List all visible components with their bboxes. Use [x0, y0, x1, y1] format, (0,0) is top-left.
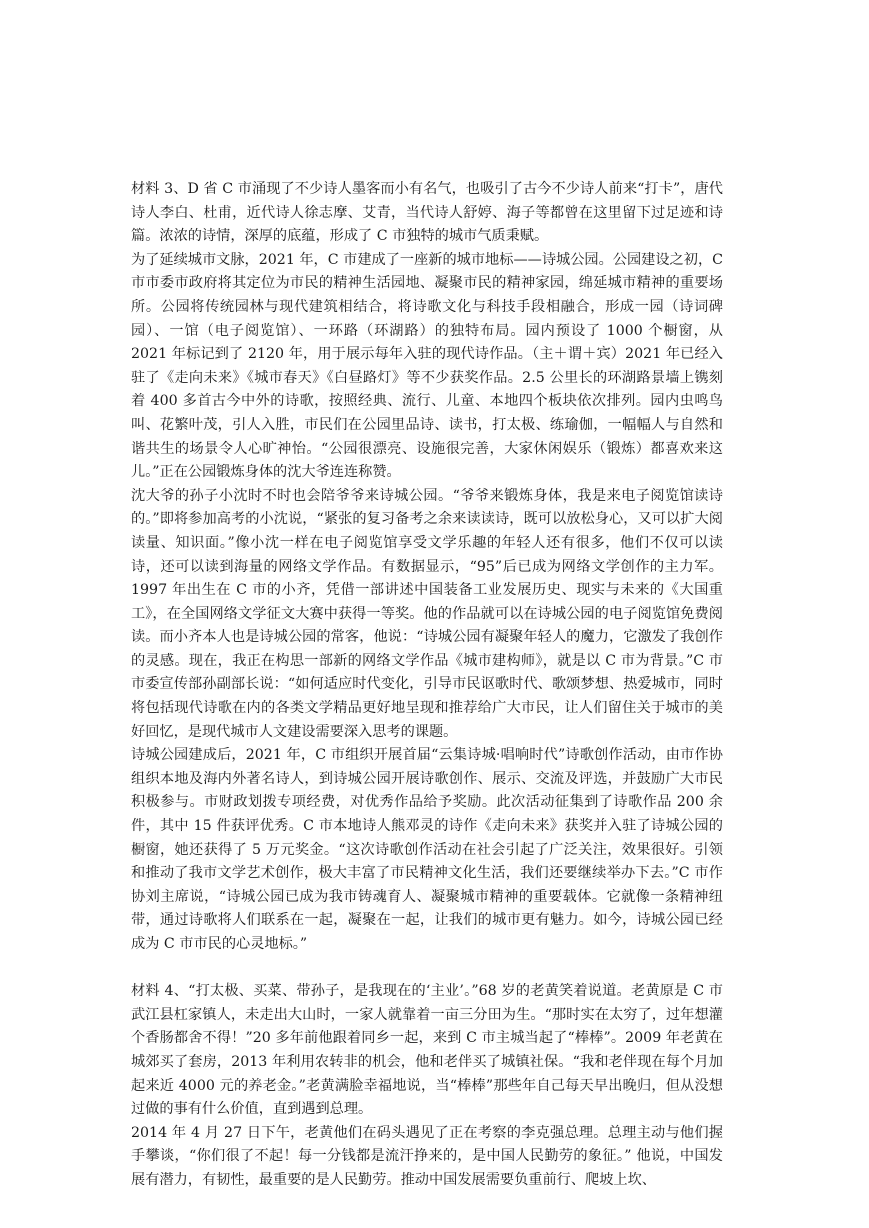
paragraph-poetry-activity: 诗城公园建成后，2021 年，C 市组织开展首届“云集诗城·唱响时代”诗歌创作活动，由市作协组织本地及海内外著名诗人，到诗城公园开展诗歌创作、展示、交流及评选，并鼓励广大市民积极参与。市财政划拨专项经费，对优秀作品给予奖励。此次活动征集到了诗歌作品 200 余件，其中 15 件获评优秀。C 市本地诗人熊邓灵的诗作《走向未来》获奖并入驻了诗城公园的橱窗，她还获得了 5 万元奖金。“这次诗歌创作活动在社会引起了广泛关注，效果很好。引领和推动了我市文学艺术创作，极大丰富了市民精神文化生活，我们还要继续举办下去。”C 市作协刘主席说，“诗城公园已成为我市铸魂育人、凝聚城市精神的重要载体。它就像一条精神纽带，通过诗歌将人们联系在一起，凝聚在一起，让我们的城市更有魅力。如今，诗城公园已经成为 C 市市民的心灵地标。” [131, 747, 723, 952]
paragraph-premier-visit: 2014 年 4 月 27 日下午，老黄他们在码头遇见了正在考察的李克强总理。总理主动与他们握手攀谈，“你们很了不起！每一分钱都是流汗挣来的，是中国人民勤劳的象征。” 他说，中国发展有潜力，有韧性，最重要的是人民勤劳。推动中国发展需要负重前行、爬坡上坎、 [131, 1124, 723, 1188]
paragraph-material-4-intro: 材料 4、“打太极、买菜、带孙子，是我现在的‘主业’。”68 岁的老黄笑着说道。老黄原是 C 市武江县杠家镇人，未走出大山时，一家人就靠着一亩三分田为生。“那时实在太穷了，过年想灌个香肠都舍不得！”20 多年前他跟着同乡一起，来到 C 市主城当起了“棒棒”。2009 年老黄在城郊买了套房，2013 年利用农转非的机会，他和老伴买了城镇社保。“我和老伴现在每个月加起来近 4000 元的养老金。”老黄满脸幸福地说，当“棒棒”那些年自己每天早出晚归，但从没想过做的事有什么价值，直到遇到总理。 [131, 983, 723, 1118]
paragraph-spacer [131, 957, 723, 981]
paragraph-electronic-library: 沈大爷的孙子小沈时不时也会陪爷爷来诗城公园。“爷爷来锻炼身体，我是来电子阅览馆读诗的。”即将参加高考的小沈说，“紧张的复习备考之余来读读诗，既可以放松身心，又可以扩大阅读量、知识面。”像小沈一样在电子阅览馆享受文学乐趣的年轻人还有很多，他们不仅可以读诗，还可以读到海量的网络文学作品。有数据显示，“95”后已成为网络文学创作的主力军。1997 年出生在 C 市的小齐，凭借一部讲述中国装备工业发展历史、现实与未来的《大国重工》，在全国网络文学征文大赛中获得一等奖。他的作品就可以在诗城公园的电子阅览馆免费阅读。而小齐本人也是诗城公园的常客，他说：“诗城公园有凝聚年轻人的魔力，它激发了我创作的灵感。现在，我正在构思一部新的网络文学作品《城市建构师》，就是以 C 市为背景。”C 市市委宣传部孙副部长说：“如何适应时代变化，引导市民讴歌时代、歌颂梦想、热爱城市，同时将包括现代诗歌在内的各类文学精品更好地呈现和推荐给广大市民，让人们留住关于城市的美好回忆，是现代城市人文建设需要深入思考的课题。 [131, 487, 723, 740]
paragraph-material-3-intro: 材料 3、D 省 C 市涌现了不少诗人墨客而小有名气，也吸引了古今不少诗人前来“打卡”，唐代诗人李白、杜甫，近代诗人徐志摩、艾青，当代诗人舒婷、海子等都曾在这里留下过足迹和诗篇。浓浓的诗情，深厚的底蕴，形成了 C 市独特的城市气质秉赋。 [131, 181, 723, 245]
document-body [131, 178, 723, 1193]
paragraph-poetry-park: 为了延续城市文脉，2021 年，C 市建成了一座新的城市地标——诗城公园。公园建设之初，C 市市委市政府将其定位为市民的精神生活园地、凝聚市民的精神家园，绵延城市精神的重要场所。公园将传统园林与现代建筑相结合，将诗歌文化与科技手段相融合，形成一园（诗词碑园）、一馆（电子阅览馆）、一环路（环湖路）的独特布局。园内预设了 1000 个橱窗，从 2021 年标记到了 2120 年，用于展示每年入驻的现代诗作品。（主＋谓＋宾）2021 年已经入驻了《走向未来》《城市春天》《白昼路灯》等不少获奖作品。2.5 公里长的环湖路景墙上镌刻着 400 多首古今中外的诗歌，按照经典、流行、儿童、本地四个板块依次排列。园内虫鸣鸟叫、花繁叶茂，引人入胜，市民们在公园里品诗、读书，打太极、练瑜伽，一幅幅人与自然和谐共生的场景令人心旷神怡。“公园很漂亮、设施很完善，大家休闲娱乐（锻炼）都喜欢来这儿。”正在公园锻炼身体的沈大爷连连称赞。 [131, 251, 723, 481]
